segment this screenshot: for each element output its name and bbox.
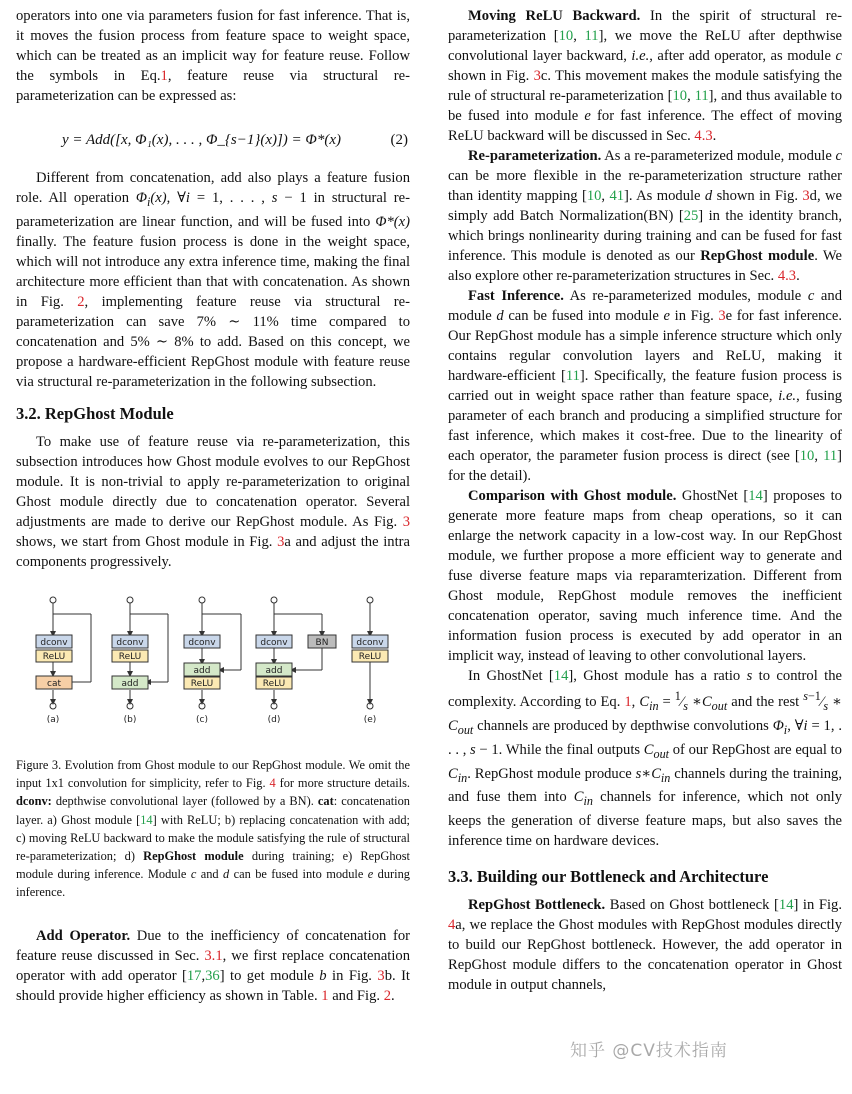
- label-c: (c): [196, 714, 208, 725]
- b-add-label: add: [121, 678, 139, 689]
- equation-number: (2): [390, 131, 408, 148]
- label-b: (b): [123, 714, 137, 725]
- paragraph-2: Different from concatenation, add also plays a feature fusion role. All operation $\Phi_i(x)$, ∀i = 1, . . . , s − 1 in structural re-parameterization are linear function, and will be fused into Φ*(x) finally. The feature fusion process is done in the weight space, which will not introduce any extra inference time, making the final architecture more efficient than that with concatenation. As shown in Fig. 2, implementing feature reuse via structural re-parameterization can save 7% ∼ 11% time compared to concatenation and 5% ∼ 8% to add. Based on this concept, we propose a hardware-efficient RepGhost module with feature reuse via structural re-parameterization in the following subsection.: [16, 170, 410, 390]
- module-c: [184, 597, 241, 709]
- paragraph-3: To make use of feature reuse via re-parameterization, this subsection introduces how Ghost module evolves to our RepGhost module. It is non-trivial to apply re-parameterization to original Ghost module directly due to concatenation operator. Several adjustments are made to derive our RepGhost module. As Fig. 3 shows, we start from Ghost module in Fig. 3a and adjust the intra components progressively.: [16, 433, 410, 570]
- b-dconv-label: dconv: [116, 637, 144, 648]
- c-add-label: add: [193, 665, 211, 676]
- label-d: (d): [267, 714, 281, 725]
- equation-2: [16, 120, 410, 160]
- right-column: [448, 6, 842, 995]
- paragraph-add-operator: Add Operator. Due to the inefficiency of concatenation for feature reuse discussed in Sec. 3.1, we first replace concatenation operator with add operator [17,36] to get module b in Fig. 3b. It should provide higher efficiency as shown in Table. 1 and Fig. 2.: [16, 927, 410, 1004]
- fast-inference-heading: Fast Inference.: [468, 288, 564, 304]
- d-add-label: add: [265, 665, 283, 676]
- watermark: 知乎 @CV技术指南: [570, 1041, 728, 1061]
- d-relu-label: ReLU: [262, 678, 286, 689]
- module-d: [256, 597, 336, 709]
- add-operator-heading: Add Operator.: [36, 927, 131, 944]
- bottleneck-heading: RepGhost Bottleneck.: [468, 897, 606, 914]
- label-e: (e): [363, 714, 377, 725]
- reparam-heading: Re-parameterization.: [468, 148, 602, 164]
- a-cat-label: cat: [47, 678, 61, 689]
- paragraph-1: operators into one via parameters fusion for fast inference. That is, it moves the fusion process from feature space to weight space, which can be treated as an implicit way for feature reuse. Follow the symbols in Eq.1, feature reuse via structural re-parameterization can be expressed as:: [16, 8, 410, 104]
- figure-3: [16, 592, 410, 742]
- paragraph-comparison: Comparison with Ghost module. GhostNet [14] proposes to generate more feature maps from cheap operations, so it can enlarge the network capacity in a low-cost way. In our RepGhost module, we further propose a more efficient way to generate and fuse diverse feature maps via reparamterization. Different from Ghost module, RepGhost module removes the inefficient concatenation operator, saving much inference time. And the information fusion process is executed by add operator in an implicit way, instead of leaving to other convolutional layers.: [448, 488, 842, 664]
- left-column: [16, 6, 410, 1006]
- d-bn-label: BN: [315, 637, 329, 648]
- c-relu-label: ReLU: [190, 678, 214, 689]
- equation-formula: y = Add([x, Φ₁(x), . . . , Φ_{s−1}(x)]) = Φ*(x): [62, 131, 341, 148]
- comparison-heading: Comparison with Ghost module.: [468, 488, 677, 504]
- b-relu-label: ReLU: [118, 651, 142, 662]
- a-dconv-label: dconv: [40, 637, 68, 648]
- paragraph-reparam: Re-parameterization. As a re-parameterized module, module c can be more flexible in the re-parameterization structure rather than identity mapping [10, 41]. As module d shown in Fig. 3d, we simply add Batch Normalization(BN) [25] in the identity branch, which brings nonlinearity during training and can be fused for fast inference. This module is denoted as our RepGhost module. We also explore other re-parameterization structures in Sec. 4.3.: [448, 148, 843, 284]
- c-dconv-label: dconv: [188, 637, 216, 648]
- label-a: (a): [46, 714, 60, 725]
- paragraph-moving-relu: Moving ReLU Backward. In the spirit of structural re-parameterization [10, 11], we move the ReLU after depthwise convolutional layer backward, i.e., after add operator, as module c shown in Fig. 3c. This movement makes the module satisfying the rule of structural re-parameterization [10, 11], and thus available to be fused into module e for fast inference. The effect of moving ReLU backward will be discussed in Sec. 4.3.: [448, 8, 843, 144]
- paragraph-bottleneck: RepGhost Bottleneck. Based on Ghost bottleneck [14] in Fig. 4a, we replace the Ghost modules with RepGhost modules directly to build our RepGhost bottleneck. However, the add operator in RepGhost module differs to the concatenation operator in Ghost module in output channels,: [448, 897, 842, 994]
- e-relu-label: ReLU: [358, 651, 382, 662]
- paragraph-ghostnet-ratio: In GhostNet [14], Ghost module has a ratio s to control the complexity. According to Eq. 1, $C_{in}$ = $^1⁄_s$ $∗C_{out}$ and the rest $^{s-1}⁄_s$ ∗ $C_{out}$ channels are produced by depthwise convolutions $\Phi_i$, ∀i = 1, . . . , s − 1. While the final outputs $C_{out}$ of our RepGhost are equal to $C_{in}$. RepGhost module produce $s∗C_{in}$ channels during the training, and fuse them into $C_{in}$ channels for inference, which not only keeps the generation of diverse feature maps, but also saves the inference time on hardware devices.: [448, 668, 842, 850]
- paragraph-fast-inference: Fast Inference. As re-parameterized modules, module c and module d can be fused into module e in Fig. 3e for fast inference. Our RepGhost module has a simple inference structure which only contains regular convolution layers and ReLU, making it hardware-efficient [11]. Specifically, the feature fusion process is carried out in weight space rather than feature space, i.e., fusing parameter of each branch and producing a simplified structure for fast inference, which makes it cost-free. Due to the linearity of each operator, the parameter fusion process is direct (see [10, 11] for the detail).: [448, 288, 842, 484]
- e-dconv-label: dconv: [356, 637, 384, 648]
- figure-3-caption: Figure 3. Evolution from Ghost module to our RepGhost module. We omit the input 1x1 convolution for simplicity, refer to Fig. 4 for more structure details. dconv: depthwise convolutional layer (followed by a BN). cat: concatenation layer. a) Ghost module [14] with ReLU; b) replacing concatenation with add; c) moving ReLU backward to make the module satisfying the rule of structural re-parameterization; d) RepGhost module during training; e) RepGhost module during inference. Module c and d can be fused into module e during inference.: [16, 757, 411, 900]
- section-heading-3-2: 3.2. RepGhost Module: [16, 403, 174, 423]
- a-relu-label: ReLU: [42, 651, 66, 662]
- d-dconv-label: dconv: [260, 637, 288, 648]
- section-heading-3-3: 3.3. Building our Bottleneck and Architecture: [448, 867, 769, 887]
- moving-relu-heading: Moving ReLU Backward.: [468, 8, 641, 24]
- figure-3-diagram: [16, 592, 410, 742]
